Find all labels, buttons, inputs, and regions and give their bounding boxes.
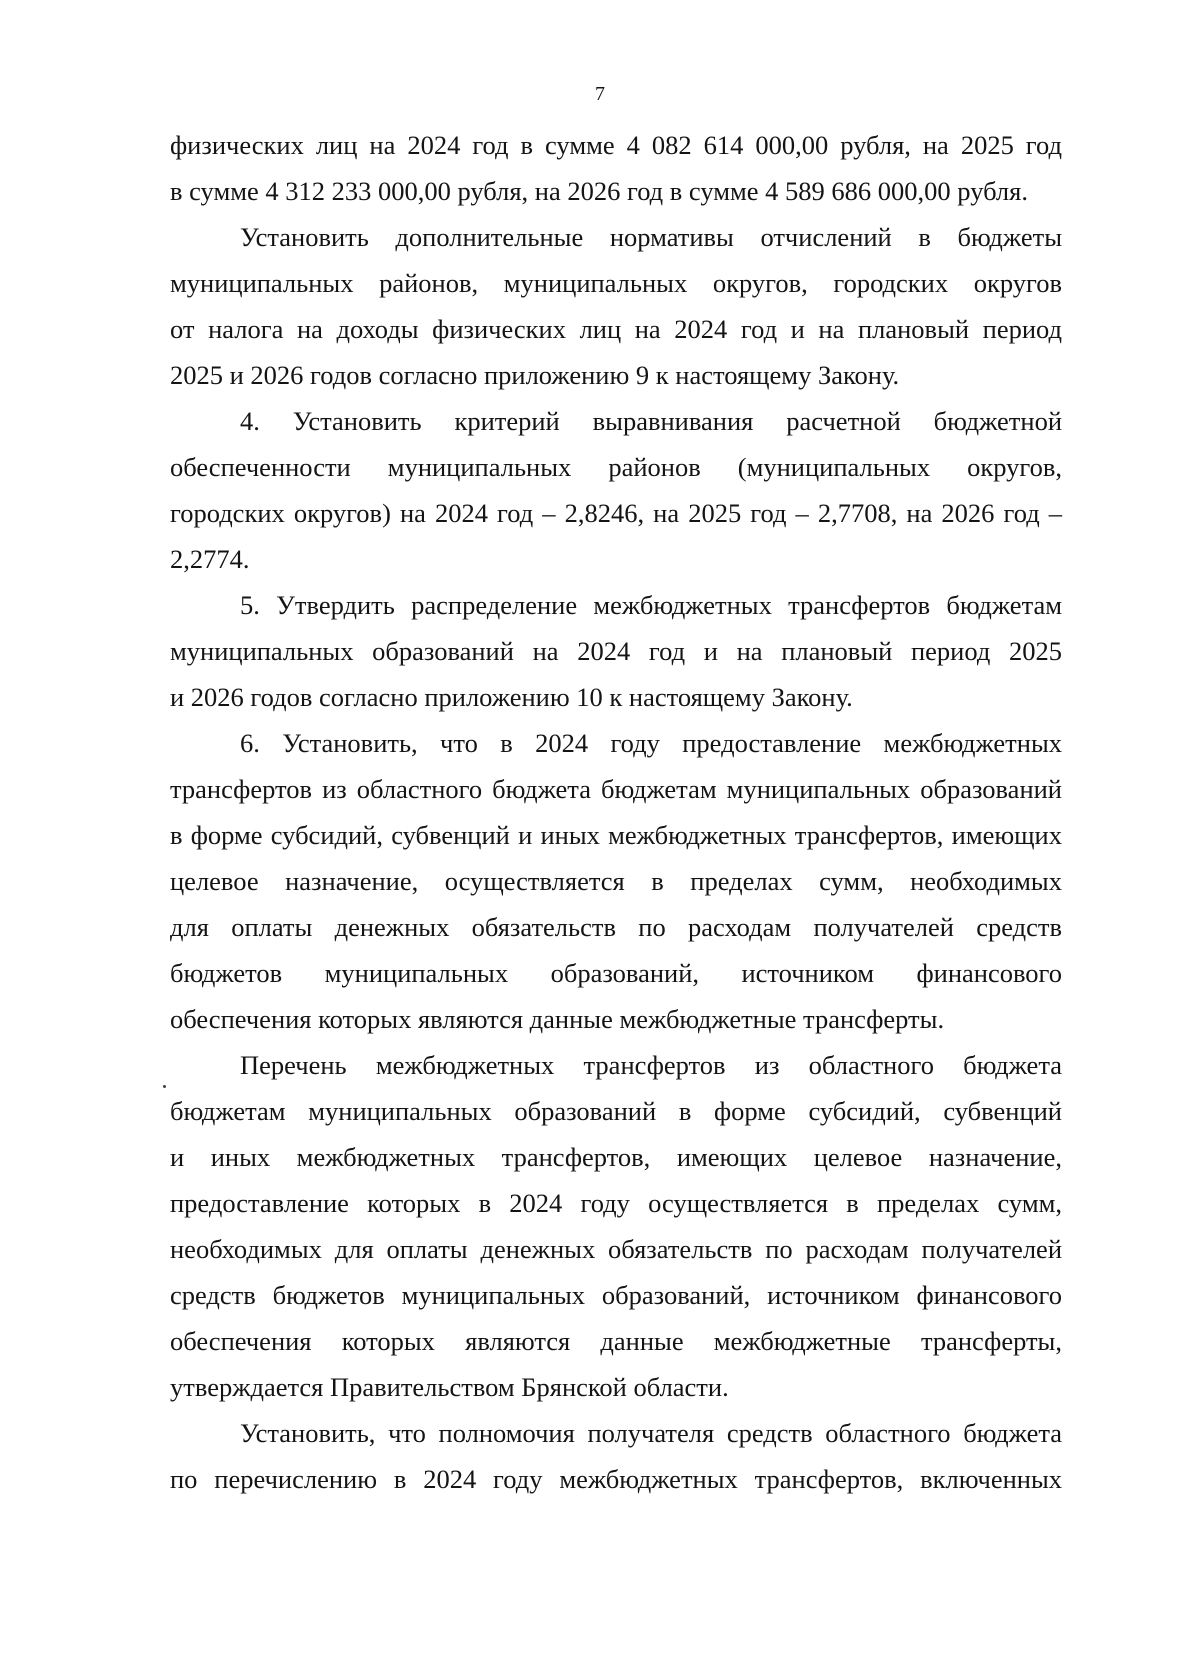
text-line: физических лиц на 2024 год в сумме 4 082 614 000,00 рубля, на 2025 год [170,130,1062,160]
paragraph-recipient-powers [170,1410,1062,1502]
text-line: Установить, что полномочия получателя средств областного бюджета [240,1418,1062,1448]
text-line: Перечень межбюджетных трансфертов из областного бюджета [240,1050,1062,1080]
paragraph-item-6 [170,720,1062,1042]
text-line: предоставление которых в 2024 году осуществляется в пределах сумм, [170,1188,1062,1218]
text-line: в сумме 4 312 233 000,00 рубля, на 2026 год в сумме 4 589 686 000,00 рубля. [170,176,1028,206]
text-line: 2025 и 2026 годов согласно приложению 9 к настоящему Закону. [170,360,900,390]
text-line: обеспечения которых являются данные межбюджетные трансферты, [170,1326,1062,1356]
paragraph-item-5 [170,582,1062,720]
text-line: Установить дополнительные нормативы отчислений в бюджеты [240,222,1062,252]
text-line: и иных межбюджетных трансфертов, имеющих целевое назначение, [170,1142,1062,1172]
text-line: обеспеченности муниципальных районов (муниципальных округов, [170,452,1062,482]
text-line: 2,2774. [170,544,250,574]
text-line: 5. Утвердить распределение межбюджетных трансфертов бюджетам [240,590,1062,620]
text-line: муниципальных районов, муниципальных округов, городских округов [170,268,1062,298]
paragraph-transfer-list [170,1042,1062,1410]
text-line: от налога на доходы физических лиц на 2024 год и на плановый период [170,314,1062,344]
text-line: 6. Установить, что в 2024 году предоставление межбюджетных [240,728,1062,758]
text-line: в форме субсидий, субвенций и иных межбюджетных трансфертов, имеющих [170,820,1062,850]
text-line: для оплаты денежных обязательств по расходам получателей средств [170,912,1062,942]
text-line: городских округов) на 2024 год – 2,8246, на 2025 год – 2,7708, на 2026 год – [170,498,1062,528]
text-line: бюджетам муниципальных образований в форме субсидий, субвенций [170,1096,1062,1126]
text-line: трансфертов из областного бюджета бюджетам муниципальных образований [170,774,1062,804]
text-line: утверждается Правительством Брянской области. [170,1372,729,1402]
text-line: целевое назначение, осуществляется в пределах сумм, необходимых [170,866,1062,896]
paragraph-additional-norms [170,214,1062,398]
text-line: по перечислению в 2024 году межбюджетных трансфертов, включенных [170,1464,1062,1494]
paragraph-item-4 [170,398,1062,582]
text-line: необходимых для оплаты денежных обязательств по расходам получателей [170,1234,1062,1264]
text-line: и 2026 годов согласно приложению 10 к настоящему Закону. [170,682,853,712]
document-body [170,122,1062,1502]
text-line: средств бюджетов муниципальных образований, источником финансового [170,1280,1062,1310]
text-line: обеспечения которых являются данные межбюджетные трансферты. [170,1004,945,1034]
scan-speck [163,1085,166,1088]
page-number: 7 [595,83,605,105]
paragraph-continuation [170,122,1062,214]
text-line: муниципальных образований на 2024 год и на плановый период 2025 [170,636,1062,666]
text-line: 4. Установить критерий выравнивания расчетной бюджетной [240,406,1062,436]
text-line: бюджетов муниципальных образований, источником финансового [170,958,1062,988]
